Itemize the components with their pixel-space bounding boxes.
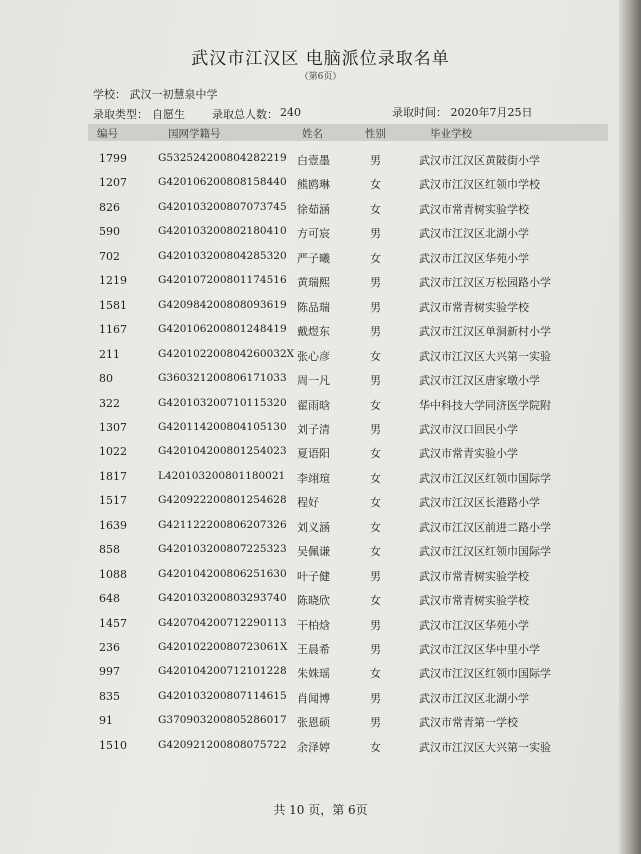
cell-school: 武汉市江汉区大兴第一实验: [419, 349, 551, 363]
cell-school: 武汉市汉口回民小学: [419, 422, 518, 436]
cell-school: 武汉市江汉区华苑小学: [419, 251, 529, 265]
admission-type-label: 录取类型：: [93, 108, 148, 121]
cell-name: 白壹墨: [297, 154, 330, 167]
page-note: （第6页）: [299, 72, 342, 82]
table-row: [0, 274, 641, 298]
cell-student-id: G420704200712290113: [158, 616, 287, 629]
table-row: [0, 225, 641, 249]
cell-student-id: G420103200802180410: [158, 225, 287, 238]
cell-name: 刘义涵: [297, 520, 330, 534]
table-row: [0, 299, 641, 323]
cell-student-id: G420104200712101228: [158, 665, 287, 678]
cell-sex: 女: [370, 447, 381, 461]
table-row: [0, 397, 641, 421]
cell-student-id: G420102200807230​61X: [158, 641, 288, 653]
table-row: [0, 617, 641, 641]
cell-sex: 女: [370, 398, 381, 412]
table-row: [0, 714, 641, 738]
table-row: [0, 690, 641, 714]
cell-student-id: G420922200801254628: [158, 494, 287, 507]
cell-number: 648: [99, 592, 120, 606]
cell-student-id: G420107200801174516: [158, 274, 287, 287]
cell-number: 858: [99, 543, 120, 557]
cell-school: 武汉市江汉区华中里小学: [419, 643, 540, 656]
cell-name: 戴煜东: [297, 325, 330, 339]
cell-sex: 男: [370, 325, 381, 339]
cell-sex: 女: [370, 251, 381, 265]
cell-name: 张心彦: [297, 349, 330, 363]
table-row: [0, 348, 641, 372]
cell-number: 1207: [99, 176, 127, 190]
cell-school: 武汉市江汉区大兴第一实验: [419, 740, 551, 754]
cell-student-id: G421122200806207326: [158, 518, 287, 531]
cell-school: 华中科技大学同济医学院附: [419, 398, 551, 412]
cell-name: 陈品瑞: [297, 300, 330, 314]
cell-sex: 男: [370, 276, 381, 290]
cell-name: 叶子健: [297, 569, 330, 583]
cell-student-id: G360321200806171033: [158, 372, 287, 385]
cell-school: 武汉市江汉区北湖小学: [419, 227, 529, 241]
cell-student-id: G420106200801248419: [158, 323, 287, 336]
admission-type-value: 自愿生: [152, 108, 185, 121]
cell-school: 武汉市江汉区万松园路小学: [419, 276, 551, 290]
cell-number: 1510: [99, 738, 127, 752]
cell-sex: 男: [370, 643, 381, 656]
cell-number: 1219: [99, 274, 127, 288]
cell-name: 刘子清: [297, 422, 330, 436]
cell-name: 陈晓欣: [297, 594, 330, 608]
cell-number: 835: [99, 689, 120, 703]
total-value: 240: [280, 106, 301, 119]
cell-school: 武汉市江汉区红领巾国际学: [419, 471, 551, 485]
cell-number: 1457: [99, 616, 127, 630]
cell-number: 236: [99, 641, 120, 654]
page-title: 武汉市江汉区 电脑派位录取名单: [191, 49, 450, 69]
cell-school: 武汉市常青树实验学校: [419, 202, 529, 216]
table-row: [0, 641, 641, 665]
cell-sex: 女: [370, 667, 381, 681]
cell-student-id: G370903200805286017: [158, 714, 287, 727]
admission-time: 录取时间： 2020年7月25日: [392, 106, 533, 119]
school-name: 学校： 武汉一初慧泉中学: [93, 88, 218, 101]
cell-sex: 男: [370, 154, 381, 167]
table-row: [0, 543, 641, 567]
cell-number: 1517: [99, 494, 127, 508]
table-row: [0, 201, 641, 225]
cell-school: 武汉市常青第一学校: [419, 716, 518, 730]
cell-number: 1817: [99, 469, 127, 483]
cell-number: 80: [99, 372, 113, 386]
cell-name: 翟雨晗: [297, 398, 330, 412]
cell-student-id: G420984200808093619: [158, 298, 287, 311]
cell-sex: 女: [370, 496, 381, 510]
cell-school: 武汉市江汉区前进二路小学: [419, 520, 551, 534]
cell-name: 程好: [297, 496, 319, 510]
total-label: 录取总人数：: [212, 108, 278, 121]
table-row: [0, 445, 641, 469]
cell-student-id: G420106200808158440: [158, 176, 287, 189]
col-header-number: 编号: [97, 128, 118, 140]
table-row: [0, 494, 641, 518]
cell-student-id: G420921200808075722: [158, 738, 287, 751]
cell-name: 周一凡: [297, 374, 330, 388]
cell-number: 1167: [99, 323, 127, 337]
table-row: [0, 323, 641, 347]
cell-student-id: G420104200806251630: [158, 567, 287, 580]
cell-school: 武汉市江汉区单洞新村小学: [419, 325, 551, 339]
cell-student-id: G420103200807225323: [158, 543, 287, 556]
table-row: [0, 421, 641, 445]
cell-name: 李翊瑄: [297, 471, 330, 485]
cell-sex: 男: [370, 569, 381, 583]
table-row: [0, 152, 641, 176]
cell-student-id: G420103200807073745: [158, 200, 287, 213]
table-row: [0, 250, 641, 274]
cell-sex: 男: [370, 374, 381, 388]
col-header-sex: 性别: [365, 128, 386, 140]
table-row: [0, 568, 641, 592]
cell-school: 武汉市常青实验小学: [419, 447, 518, 461]
cell-school: 武汉市江汉区北湖小学: [419, 691, 529, 705]
cell-name: 张恩硕: [297, 716, 330, 730]
cell-student-id: G420114200804105130: [158, 420, 287, 433]
cell-name: 黄瑞熙: [297, 276, 330, 290]
cell-number: 322: [99, 396, 120, 410]
cell-number: 91: [99, 714, 113, 728]
cell-number: 1022: [99, 445, 127, 459]
cell-sex: 女: [370, 202, 381, 216]
cell-school: 武汉市江汉区黄陂街小学: [419, 154, 540, 167]
cell-school: 武汉市江汉区红领巾国际学: [419, 545, 551, 559]
cell-school: 武汉市江汉区红领巾国际学: [419, 667, 551, 681]
cell-number: 1307: [99, 420, 127, 434]
cell-name: 王晨希: [297, 643, 330, 656]
cell-student-id: G420103200803293740: [158, 592, 287, 605]
cell-name: 干柏焓: [297, 618, 330, 632]
table-row: [0, 592, 641, 616]
cell-school: 武汉市江汉区华苑小学: [419, 618, 529, 632]
cell-student-id: G420103200807114615: [158, 689, 287, 702]
cell-school: 武汉市江汉区唐家墩小学: [419, 374, 540, 388]
cell-student-id: G420104200801254023: [158, 445, 287, 458]
table-row: [0, 372, 641, 396]
cell-number: 1088: [99, 567, 127, 581]
cell-sex: 女: [370, 545, 381, 559]
cell-name: 吴佩谦: [297, 545, 330, 559]
cell-name: 余泽婷: [297, 740, 330, 754]
cell-sex: 女: [370, 520, 381, 534]
cell-number: 1581: [99, 298, 127, 312]
cell-sex: 男: [370, 227, 381, 241]
cell-student-id: L420103200801180021: [158, 469, 286, 482]
table-row: [0, 519, 641, 543]
cell-name: 严子曦: [297, 251, 330, 265]
table-row: [0, 470, 641, 494]
table-row: [0, 176, 641, 200]
cell-name: 徐茹涵: [297, 202, 330, 216]
cell-sex: 男: [370, 300, 381, 314]
cell-sex: 女: [370, 594, 381, 608]
cell-student-id: G420103200710115320: [158, 396, 287, 409]
col-header-school: 毕业学校: [430, 128, 472, 140]
cell-number: 702: [99, 249, 120, 263]
cell-sex: 女: [370, 471, 381, 485]
cell-name: 夏语阳: [297, 447, 330, 461]
cell-number: 211: [99, 347, 120, 361]
cell-school: 武汉市江汉区长港路小学: [419, 496, 540, 510]
cell-school: 武汉市常青树实验学校: [419, 594, 529, 608]
cell-sex: 男: [370, 716, 381, 730]
cell-name: 熊鸥琳: [297, 178, 330, 192]
table-row: [0, 665, 641, 689]
cell-student-id: G420103200804285320: [158, 249, 287, 262]
cell-name: 朱姝瑶: [297, 667, 330, 681]
cell-school: 武汉市常青树实验学校: [419, 300, 529, 314]
cell-number: 590: [99, 225, 120, 239]
cell-name: 方可宸: [297, 227, 330, 241]
cell-school: 武汉市常青树实验学校: [419, 569, 529, 583]
page-footer: 共 10 页，第 6页: [273, 803, 368, 817]
cell-number: 997: [99, 665, 120, 679]
cell-sex: 女: [370, 740, 381, 754]
cell-number: 826: [99, 200, 120, 214]
col-header-name: 姓名: [302, 128, 323, 140]
col-header-student-id: 国网学籍号: [168, 128, 221, 140]
cell-sex: 男: [370, 618, 381, 632]
cell-school: 武汉市江汉区红领巾学校: [419, 178, 540, 192]
cell-sex: 男: [370, 422, 381, 436]
cell-sex: 男: [370, 691, 381, 705]
table-row: [0, 739, 641, 763]
cell-number: 1799: [99, 152, 127, 165]
cell-number: 1639: [99, 518, 127, 532]
cell-student-id: G420102200804260032X: [158, 347, 295, 360]
table-header-band: [88, 124, 608, 141]
cell-sex: 女: [370, 349, 381, 363]
cell-name: 肖闻博: [297, 691, 330, 705]
cell-student-id: G532524200804282219: [158, 152, 287, 164]
cell-sex: 女: [370, 178, 381, 192]
